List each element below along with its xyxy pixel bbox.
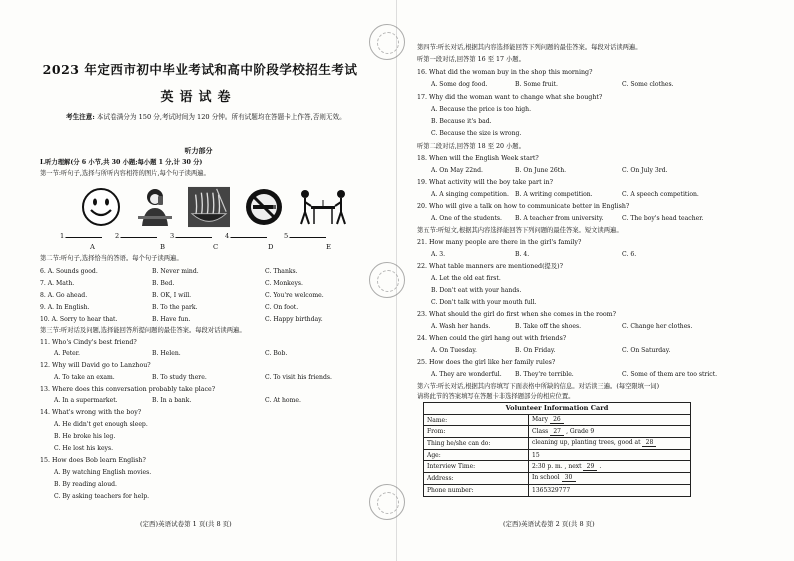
q24-option-a: A. On Tuesday. <box>431 347 477 354</box>
answer-blank-4: 4. <box>225 232 269 240</box>
exam-page-2 <box>397 0 794 561</box>
picture-letter-d: D <box>268 243 274 251</box>
q16-option-b: B. Some fruit. <box>515 81 558 88</box>
blank-26: 26 <box>550 416 564 424</box>
volunteer-info-card <box>423 402 691 497</box>
seal-stamp-icon <box>369 24 405 60</box>
q19-option-b: B. A writing competition. <box>515 191 593 198</box>
q9-option-a: 9. A. In English. <box>40 304 90 311</box>
q15-option-a: A. By watching English movies. <box>54 469 152 476</box>
question-22: 22. What table manners are mentioned(提及)? <box>417 263 563 270</box>
notice-label: 考生注意: <box>66 113 95 121</box>
q11-option-a: A. Peter. <box>54 350 80 357</box>
q24-option-b: B. On Friday. <box>515 347 556 354</box>
q15-option-b: B. By reading aloud. <box>54 481 117 488</box>
q20-option-c: C. The boy's head teacher. <box>622 215 704 222</box>
table-row <box>424 473 691 485</box>
q13-option-a: A. In a supermarket. <box>54 397 118 404</box>
table-row <box>424 461 691 473</box>
section3-instruction: 第三节:听对话及问题,选择能回答所提问题的最佳答案。每段对话读两遍。 <box>40 327 246 334</box>
answer-blank-2: 2. <box>115 232 159 240</box>
question-19: 19. What activity will the boy take part in? <box>417 179 554 186</box>
q23-option-c: C. Change her clothes. <box>622 323 693 330</box>
table-row <box>424 414 691 426</box>
q22-option-b: B. Don't eat with your hands. <box>431 287 522 294</box>
q12-option-b: B. To study there. <box>152 374 207 381</box>
page-1-footer: (定西)英语试卷第 1 页(共 8 页) <box>140 520 232 528</box>
q12-option-a: A. To take an exam. <box>54 374 115 381</box>
card-value: Class 27 , Grade 9 <box>529 426 691 438</box>
q25-option-a: A. They are wonderful. <box>431 371 502 378</box>
q16-option-a: A. Some dog food. <box>431 81 488 88</box>
listening-header: 听力部分 <box>184 146 213 155</box>
no-smoking-icon <box>243 186 285 228</box>
picture-letter-b: B <box>160 243 165 251</box>
card-value: In school 30 <box>529 473 691 485</box>
q8-option-b: B. OK, I will. <box>152 292 192 299</box>
answer-blank-5: 5. <box>284 232 328 240</box>
table-row <box>424 449 691 461</box>
q19-option-c: C. A speech competition. <box>622 191 699 198</box>
section5-instruction: 第五节:听短文,根据其内容选择能回答下列问题的最佳答案。短文读两遍。 <box>417 227 623 234</box>
q21-option-b: B. 4. <box>515 251 530 258</box>
q20-option-b: B. A teacher from university. <box>515 215 604 222</box>
q18-option-a: A. On May 22nd. <box>431 167 483 174</box>
part1-heading: Ⅰ.听力理解(分 6 小节,共 30 小题;每小题 1 分,计 30 分) <box>40 159 203 166</box>
q21-option-a: A. 3. <box>431 251 446 258</box>
q11-option-b: B. Helen. <box>152 350 181 357</box>
q9-option-c: C. On foot. <box>265 304 299 311</box>
q6-option-a: 6. A. Sounds good. <box>40 268 98 275</box>
q19-option-a: A. A singing competition. <box>431 191 509 198</box>
q14-option-b: B. He broke his leg. <box>54 433 116 440</box>
section4-instruction: 第四节:听长对话,根据其内容选择能回答下列问题的最佳答案。每段对话读两遍。 <box>417 44 642 51</box>
card-label: Interview Time: <box>424 461 529 473</box>
table-row <box>424 484 691 496</box>
question-14: 14. What's wrong with the boy? <box>40 409 142 416</box>
question-12: 12. Why will David go to Lanzhou? <box>40 362 151 369</box>
exam-notice <box>66 111 376 124</box>
section6-answer-note: 请将此节的答案填写在答题卡非选择题部分的相应位置。 <box>417 393 575 400</box>
q16-option-c: C. Some clothes. <box>622 81 674 88</box>
q22-option-a: A. Let the old eat first. <box>431 275 501 282</box>
q10-option-a: 10. A. Sorry to hear that. <box>40 316 118 323</box>
card-label: Thing he/she can do: <box>424 438 529 450</box>
q6-option-b: B. Never mind. <box>152 268 199 275</box>
card-value: 1365329777 <box>529 484 691 496</box>
section2-instruction: 第二节:听句子,选择恰当的答语。每个句子读两遍。 <box>40 255 183 262</box>
q10-option-b: B. Have fun. <box>152 316 191 323</box>
card-value: Mary 26 <box>529 414 691 426</box>
card-value: cleaning up, planting trees, good at 28 <box>529 438 691 450</box>
question-23: 23. What should the girl do first when she comes in the room? <box>417 311 617 318</box>
answer-blank-3: 3. <box>170 232 214 240</box>
question-20: 20. Who will give a talk on how to communicate better in English? <box>417 203 630 210</box>
question-24: 24. When could the girl hang out with friends? <box>417 335 567 342</box>
q23-option-b: B. Take off the shoes. <box>515 323 582 330</box>
card-label: From: <box>424 426 529 438</box>
q25-option-c: C. Some of them are too strict. <box>622 371 718 378</box>
q24-option-c: C. On Saturday. <box>622 347 671 354</box>
page-2-footer: (定西)英语试卷第 2 页(共 8 页) <box>503 520 595 528</box>
q7-option-b: B. Bed. <box>152 280 175 287</box>
section6-instruction: 第六节:听长对话,根据其内容填写下面表格中所缺的信息。对话读三遍。(每空限填一词) <box>417 383 660 390</box>
blank-27: 27 <box>550 428 564 436</box>
blank-28: 28 <box>642 439 656 447</box>
q22-option-c: C. Don't talk with your mouth full. <box>431 299 537 306</box>
section4-sub2: 听第二段对话,回答第 18 至 20 小题。 <box>417 143 525 150</box>
card-label: Address: <box>424 473 529 485</box>
q20-option-a: A. One of the students. <box>431 215 502 222</box>
q14-option-a: A. He didn't get enough sleep. <box>54 421 148 428</box>
picture-letter-a: A <box>90 243 95 251</box>
exam-subtitle: 英语试卷 <box>160 90 237 105</box>
question-18: 18. When will the English Week start? <box>417 155 539 162</box>
section4-sub1: 听第一段对话,回答第 16 至 17 小题。 <box>417 56 525 63</box>
table-tennis-icon <box>298 186 348 228</box>
q17-option-a: A. Because the price is too high. <box>431 106 532 113</box>
question-21: 21. How many people are there in the girl's family? <box>417 239 582 246</box>
smiley-face-icon <box>80 186 122 228</box>
q17-option-c: C. Because the size is wrong. <box>431 130 522 137</box>
q17-option-b: B. Because it's bad. <box>431 118 492 125</box>
q6-option-c: C. Thanks. <box>265 268 298 275</box>
question-25: 25. How does the girl like her family rules? <box>417 359 556 366</box>
exam-title: 2023 年定西市初中毕业考试和高中阶段学校招生考试 <box>42 62 358 77</box>
card-value: 15 <box>529 449 691 461</box>
card-label: Name: <box>424 414 529 426</box>
noodles-bowl-icon <box>188 186 230 228</box>
q14-option-c: C. He lost his keys. <box>54 445 114 452</box>
card-value: 2:30 p. m. , next 29 . <box>529 461 691 473</box>
q11-option-c: C. Bob. <box>265 350 288 357</box>
question-15: 15. How does Bob learn English? <box>40 457 146 464</box>
q9-option-b: B. To the park. <box>152 304 198 311</box>
seal-stamp-icon <box>369 484 405 520</box>
q12-option-c: C. To visit his friends. <box>265 374 332 381</box>
blank-29: 29 <box>583 463 597 471</box>
notice-text: 本试卷满分为 150 分,考试时间为 120 分钟。所有试题均在答题卡上作答,否则无效。 <box>96 113 346 121</box>
card-label: Age: <box>424 449 529 461</box>
table-row <box>424 426 691 438</box>
card-label: Phone number: <box>424 484 529 496</box>
section1-instruction: 第一节:听句子,选择与所听内容相符的图片,每个句子读两遍。 <box>40 170 210 177</box>
q7-option-c: C. Monkeys. <box>265 280 303 287</box>
table-row <box>424 438 691 450</box>
q18-option-c: C. On July 3rd. <box>622 167 668 174</box>
q23-option-a: A. Wash her hands. <box>431 323 491 330</box>
answer-blank-1: 1. <box>60 232 104 240</box>
question-16: 16. What did the woman buy in the shop this morning? <box>417 69 593 76</box>
card-title: Volunteer Information Card <box>424 403 691 415</box>
question-13: 13. Where does this conversation probably take place? <box>40 386 216 393</box>
girl-phone-icon <box>134 186 176 228</box>
q21-option-c: C. 6. <box>622 251 637 258</box>
q15-option-c: C. By asking teachers for help. <box>54 493 150 500</box>
q13-option-c: C. At home. <box>265 397 301 404</box>
q25-option-b: B. They're terrible. <box>515 371 574 378</box>
picture-letter-e: E <box>326 243 331 251</box>
q7-option-a: 7. A. Math. <box>40 280 75 287</box>
question-11: 11. Who's Cindy's best friend? <box>40 339 137 346</box>
blank-30: 30 <box>562 474 576 482</box>
question-17: 17. Why did the woman want to change what she bought? <box>417 94 603 101</box>
q13-option-b: B. In a bank. <box>152 397 192 404</box>
q8-option-c: C. You're welcome. <box>265 292 324 299</box>
q10-option-c: C. Happy birthday. <box>265 316 323 323</box>
q8-option-a: 8. A. Go ahead. <box>40 292 88 299</box>
q18-option-b: B. On June 26th. <box>515 167 567 174</box>
seal-stamp-icon <box>369 262 405 298</box>
picture-letter-c: C <box>213 243 219 251</box>
